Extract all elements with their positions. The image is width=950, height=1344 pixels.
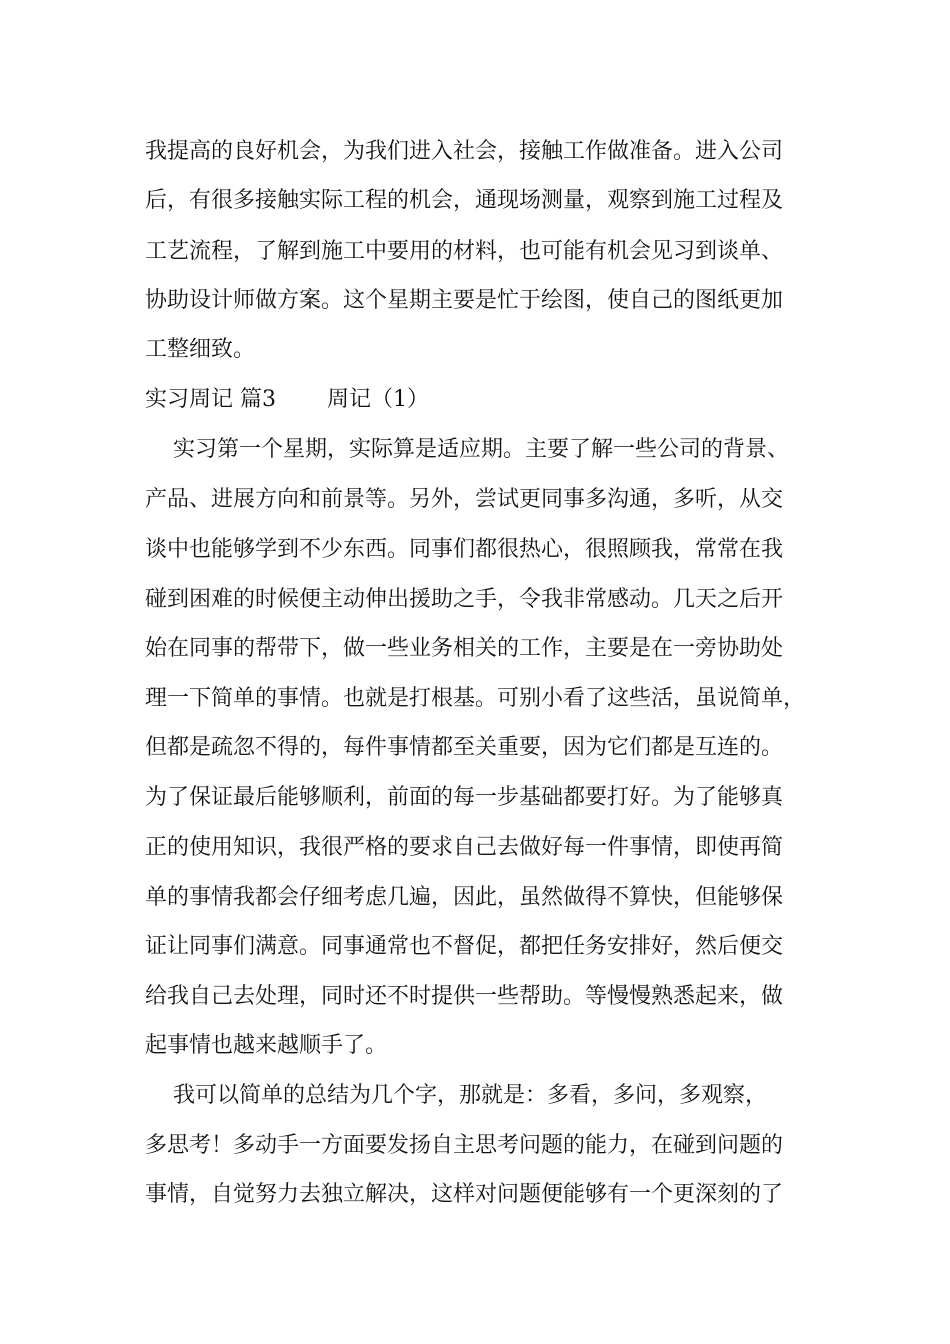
text-line: 理一下简单的事情。也就是打根基。可别小看了这些活，虽说简单， bbox=[145, 686, 806, 711]
text-line: 实习第一个星期，实际算是适应期。主要了解一些公司的背景、 bbox=[145, 437, 789, 462]
text-line: 起事情也越来越顺手了。 bbox=[145, 1033, 388, 1058]
text-line: 正的使用知识，我很严格的要求自己去做好每一件事情，即使再简 bbox=[145, 835, 784, 860]
text-line: 单的事情我都会仔细考虑几遍，因此，虽然做得不算快，但能够保 bbox=[145, 885, 784, 910]
text-line: 碰到困难的时候便主动伸出援助之手，令我非常感动。几天之后开 bbox=[145, 587, 784, 612]
text-line: 协助设计师做方案。这个星期主要是忙于绘图，使自己的图纸更加 bbox=[145, 288, 784, 313]
heading-subtitle: 周记（1） bbox=[327, 387, 429, 412]
text-line: 事情，自觉努力去独立解决，这样对问题便能够有一个更深刻的了 bbox=[145, 1182, 784, 1207]
text-line: 给我自己去处理，同时还不时提供一些帮助。等慢慢熟悉起来，做 bbox=[145, 984, 784, 1009]
text-line: 我提高的良好机会，为我们进入社会，接触工作做准备。进入公司 bbox=[145, 139, 784, 164]
text-line: 证让同事们满意。同事通常也不督促，都把任务安排好，然后便交 bbox=[145, 934, 784, 959]
section-heading bbox=[145, 385, 429, 415]
text-line: 但都是疏忽不得的，每件事情都至关重要，因为它们都是互连的。 bbox=[145, 735, 784, 760]
text-line: 后，有很多接触实际工程的机会，通现场测量，观察到施工过程及 bbox=[145, 188, 784, 213]
text-line: 多思考！多动手一方面要发扬自主思考问题的能力，在碰到问题的 bbox=[145, 1133, 784, 1158]
text-line: 为了保证最后能够顺利，前面的每一步基础都要打好。为了能够真 bbox=[145, 785, 784, 810]
text-line: 谈中也能够学到不少东西。同事们都很热心，很照顾我，常常在我 bbox=[145, 537, 784, 562]
text-line: 我可以简单的总结为几个字，那就是：多看，多问，多观察， bbox=[145, 1083, 767, 1108]
text-line: 始在同事的帮带下，做一些业务相关的工作，主要是在一旁协助处 bbox=[145, 636, 784, 661]
text-line: 工整细致。 bbox=[145, 337, 256, 362]
text-line: 产品、进展方向和前景等。另外，尝试更同事多沟通，多听，从交 bbox=[145, 487, 784, 512]
text-line: 工艺流程，了解到施工中要用的材料，也可能有机会见习到谈单、 bbox=[145, 239, 784, 264]
heading-title: 实习周记 篇3 bbox=[145, 387, 276, 412]
